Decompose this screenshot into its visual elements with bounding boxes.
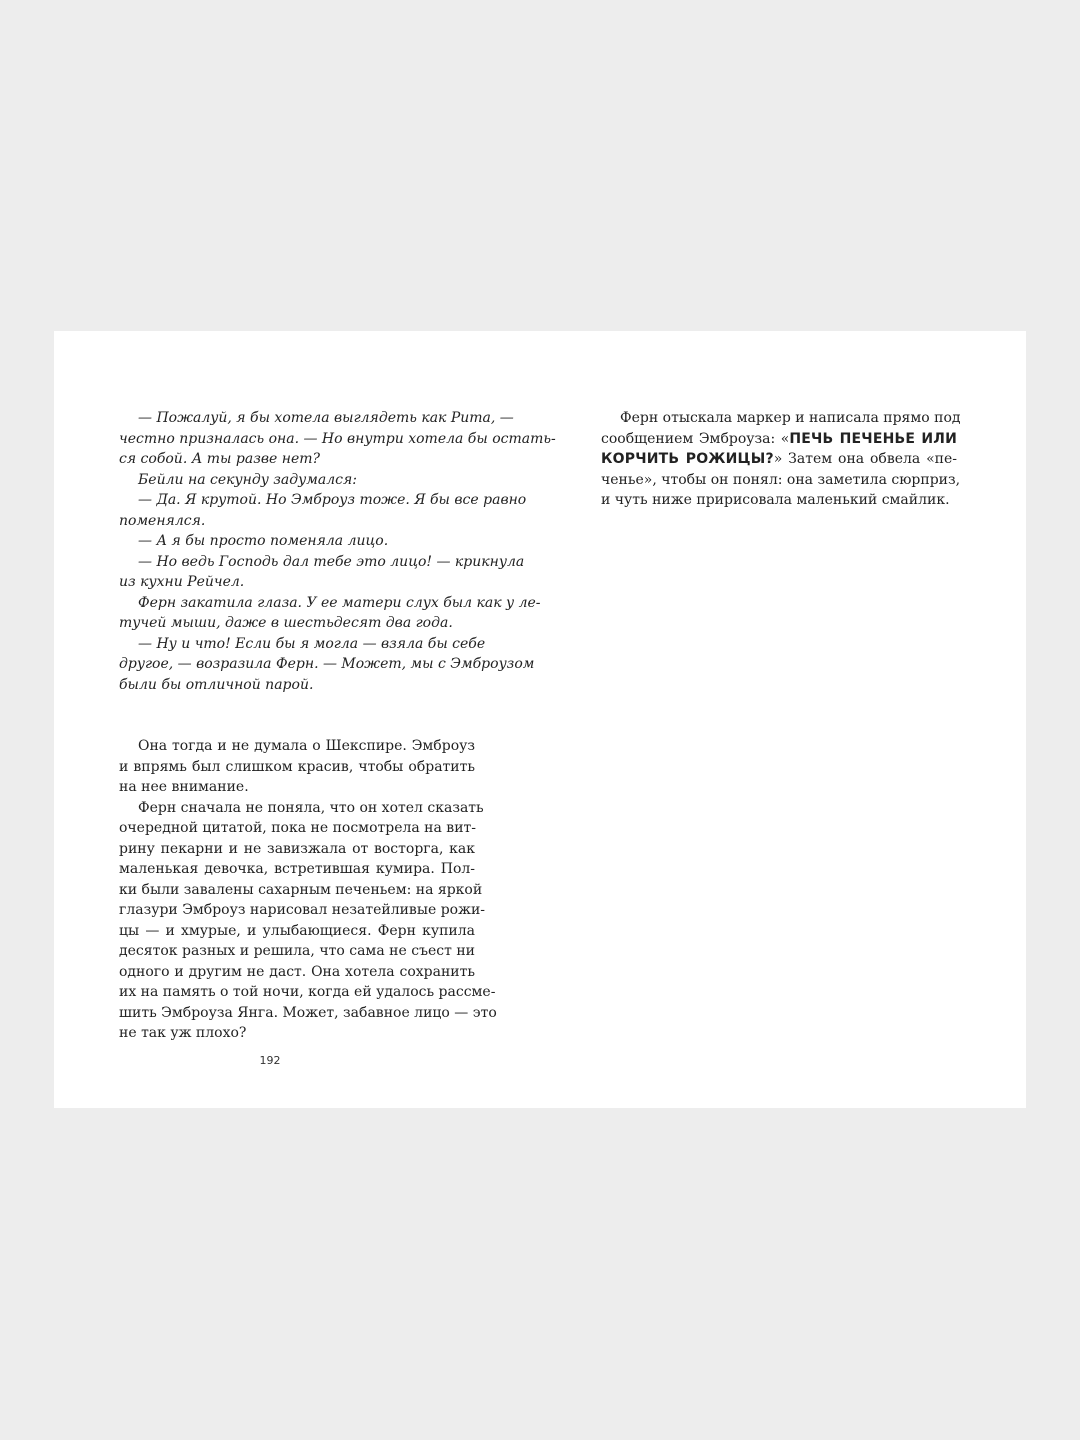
page-number: 192 xyxy=(259,1054,281,1067)
text-line-with-caps xyxy=(601,429,957,450)
text-line: десяток разных и решила, что сама не съест ни xyxy=(119,943,475,959)
narrative-block xyxy=(119,736,497,1044)
marker-message-caps: ПЕЧЬ ПЕЧЕНЬЕ ИЛИ xyxy=(789,430,957,447)
text-line: — Ну и что! Если бы я могла — взяла бы себе xyxy=(138,635,486,652)
text-line: честно призналась она. — Но внутри хотела бы остать- xyxy=(119,430,556,447)
text-line: из кухни Рейчел. xyxy=(119,574,245,590)
text-line: Ферн закатила глаза. У ее матери слух был как у ле- xyxy=(138,594,541,611)
text-line: рину пекарни и не завизжала от восторга, как xyxy=(119,840,475,857)
text-line: другое, — возразила Ферн. — Может, мы с Эмброузом xyxy=(119,656,535,672)
marker-message-caps: КОРЧИТЬ РОЖИЦЫ? xyxy=(601,451,774,467)
text-line: цы — и хмурые, и улыбающиеся. Ферн купила xyxy=(119,922,475,939)
text-line: их на память о той ночи, когда ей удалось рассме- xyxy=(119,984,496,1000)
book-spread xyxy=(54,331,1026,1108)
text-line: Ферн отыскала маркер и написала прямо под xyxy=(620,410,961,426)
text-line: шить Эмброуза Янга. Может, забавное лицо — это xyxy=(119,1004,497,1021)
text-line: не так уж плохо? xyxy=(119,1025,247,1041)
text-line: и впрямь был слишком красив, чтобы обратить xyxy=(119,758,475,775)
text-line: — Да. Я крутой. Но Эмброуз тоже. Я бы все равно xyxy=(138,492,527,508)
text-line: — Но ведь Господь дал тебе это лицо! — крикнула xyxy=(138,553,525,570)
text-line: — А я бы просто поменяла лицо. xyxy=(138,533,389,549)
text-line: ченье», чтобы он понял: она заметила сюрприз, xyxy=(601,471,961,488)
text-line: Бейли на секунду задумался: xyxy=(138,471,357,488)
dialogue-block xyxy=(119,408,556,695)
text-line: были бы отличной парой. xyxy=(119,676,314,693)
text-line: очередной цитатой, пока не посмотрела на вит- xyxy=(119,820,476,836)
text-line-with-caps xyxy=(601,449,957,470)
left-page xyxy=(119,408,556,1044)
text-fragment: » Затем она обвела «пе- xyxy=(773,451,957,467)
text-line: поменялся. xyxy=(119,512,206,529)
right-page xyxy=(601,408,961,511)
text-line: маленькая девочка, встретившая кумира. Пол- xyxy=(119,861,475,877)
text-line: глазури Эмброуз нарисовал незатейливые рожи- xyxy=(119,902,486,918)
section-gap xyxy=(119,716,475,737)
section-gap xyxy=(119,695,475,716)
text-fragment: сообщением Эмброуза: « xyxy=(601,430,790,447)
text-line: Ферн сначала не поняла, что он хотел сказать xyxy=(138,799,484,816)
text-line: ся собой. А ты разве нет? xyxy=(119,451,321,467)
text-line: тучей мыши, даже в шестьдесят два года. xyxy=(119,615,453,631)
text-line: — Пожалуй, я бы хотела выглядеть как Рита, — xyxy=(138,410,514,426)
text-line: и чуть ниже пририсовала маленький смайлик. xyxy=(601,492,950,508)
text-line: на нее внимание. xyxy=(119,779,249,795)
text-line: ки были завалены сахарным печеньем: на яркой xyxy=(119,881,483,898)
text-line: Она тогда и не думала о Шекспире. Эмброуз xyxy=(138,738,475,754)
text-line: одного и другим не даст. Она хотела сохранить xyxy=(119,963,475,980)
